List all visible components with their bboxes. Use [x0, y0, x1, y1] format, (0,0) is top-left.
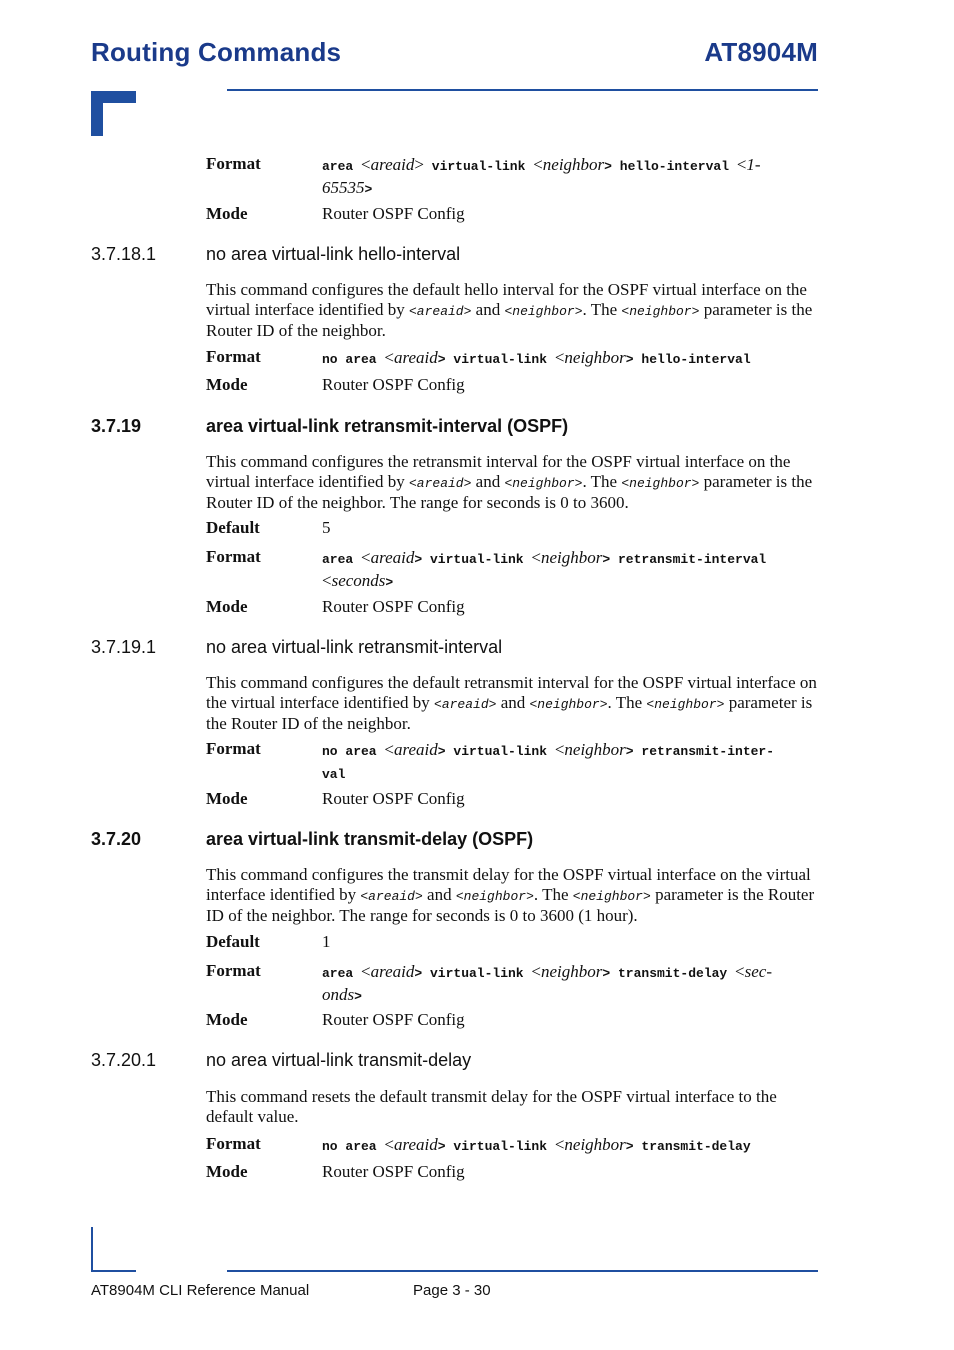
header-section-title: Routing Commands: [91, 37, 342, 67]
format-label: Format: [206, 347, 261, 366]
mode-value: Router OSPF Config: [322, 1162, 465, 1181]
format-label: Format: [206, 547, 261, 566]
corner-mark-bottom-vertical: [91, 1227, 93, 1272]
format-syntax: no area <areaid> virtual-link <neighbor> hello-interval: [322, 348, 751, 367]
section-description: This command configures the default retransmit interval for the OSPF virtual interface on the virtual interface identified by <areaid> and <neighbor>. The <neighbor> parameter is the Router ID of the neighbor.: [206, 673, 817, 733]
section-number: 3.7.20.1: [91, 1050, 157, 1070]
mode-value: Router OSPF Config: [322, 789, 465, 808]
section-title: no area virtual-link retransmit-interval: [206, 637, 503, 657]
mode-label: Mode: [206, 1162, 248, 1181]
footer-rule: [227, 1270, 818, 1272]
mode-label: Mode: [206, 789, 248, 808]
section-title: area virtual-link retransmit-interval (OSPF): [206, 416, 569, 436]
default-label: Default: [206, 518, 260, 537]
mode-value: Router OSPF Config: [322, 204, 465, 223]
default-label: Default: [206, 932, 260, 951]
section-number: 3.7.20: [91, 829, 142, 849]
section-title: area virtual-link transmit-delay (OSPF): [206, 829, 534, 849]
footer-page-number: Page 3 - 30: [413, 1282, 491, 1299]
format-syntax: area <areaid> virtual-link <neighbor> transmit-delay <sec- onds>: [322, 962, 772, 1004]
section-description: This command resets the default transmit delay for the OSPF virtual interface to the default value.: [206, 1087, 777, 1126]
mode-value: Router OSPF Config: [322, 375, 465, 394]
section-number: 3.7.19: [91, 416, 142, 436]
mode-label: Mode: [206, 1010, 248, 1029]
mode-label: Mode: [206, 597, 248, 616]
footer-manual-title: AT8904M CLI Reference Manual: [91, 1282, 310, 1299]
format-label: Format: [206, 154, 261, 173]
format-label: Format: [206, 1134, 261, 1153]
default-value: 1: [322, 932, 331, 951]
header-rule: [227, 89, 818, 91]
section-title: no area virtual-link hello-interval: [206, 244, 461, 264]
format-label: Format: [206, 739, 261, 758]
format-syntax: no area <areaid> virtual-link <neighbor> transmit-delay: [322, 1135, 751, 1154]
section-title: no area virtual-link transmit-delay: [206, 1050, 472, 1070]
mode-label: Mode: [206, 204, 248, 223]
section-description: This command configures the default hello interval for the OSPF virtual interface on the virtual interface identified by <areaid> and <neighbor>. The <neighbor> parameter is the Router ID of the neighbor.: [206, 280, 813, 340]
format-syntax: area <areaid> virtual-link <neighbor> retransmit-interval <seconds>: [322, 548, 767, 590]
mode-value: Router OSPF Config: [322, 597, 465, 616]
corner-mark-top-vertical: [91, 91, 103, 136]
mode-value: Router OSPF Config: [322, 1010, 465, 1029]
section-number: 3.7.18.1: [91, 244, 157, 264]
mode-label: Mode: [206, 375, 248, 394]
section-description: This command configures the transmit delay for the OSPF virtual interface on the virtual interface identified by <areaid> and <neighbor>. The <neighbor> parameter is the Router ID of the neighbor. The range for seconds is 0 to 3600 (1 hour).: [206, 865, 815, 925]
format-syntax: area <areaid> virtual-link <neighbor> hello-interval <1- 65535>: [322, 155, 761, 197]
header-product-name: AT8904M: [704, 37, 818, 67]
format-syntax: no area <areaid> virtual-link <neighbor> retransmit-inter- val: [322, 740, 775, 782]
section-description: This command configures the retransmit interval for the OSPF virtual interface on the virtual interface identified by <areaid> and <neighbor>. The <neighbor> parameter is the Router ID of the neighbor. The range for seconds is 0 to 3600.: [206, 452, 813, 512]
corner-mark-bottom-horizontal: [91, 1270, 136, 1272]
section-number: 3.7.19.1: [91, 637, 157, 657]
default-value: 5: [322, 518, 331, 537]
format-label: Format: [206, 961, 261, 980]
